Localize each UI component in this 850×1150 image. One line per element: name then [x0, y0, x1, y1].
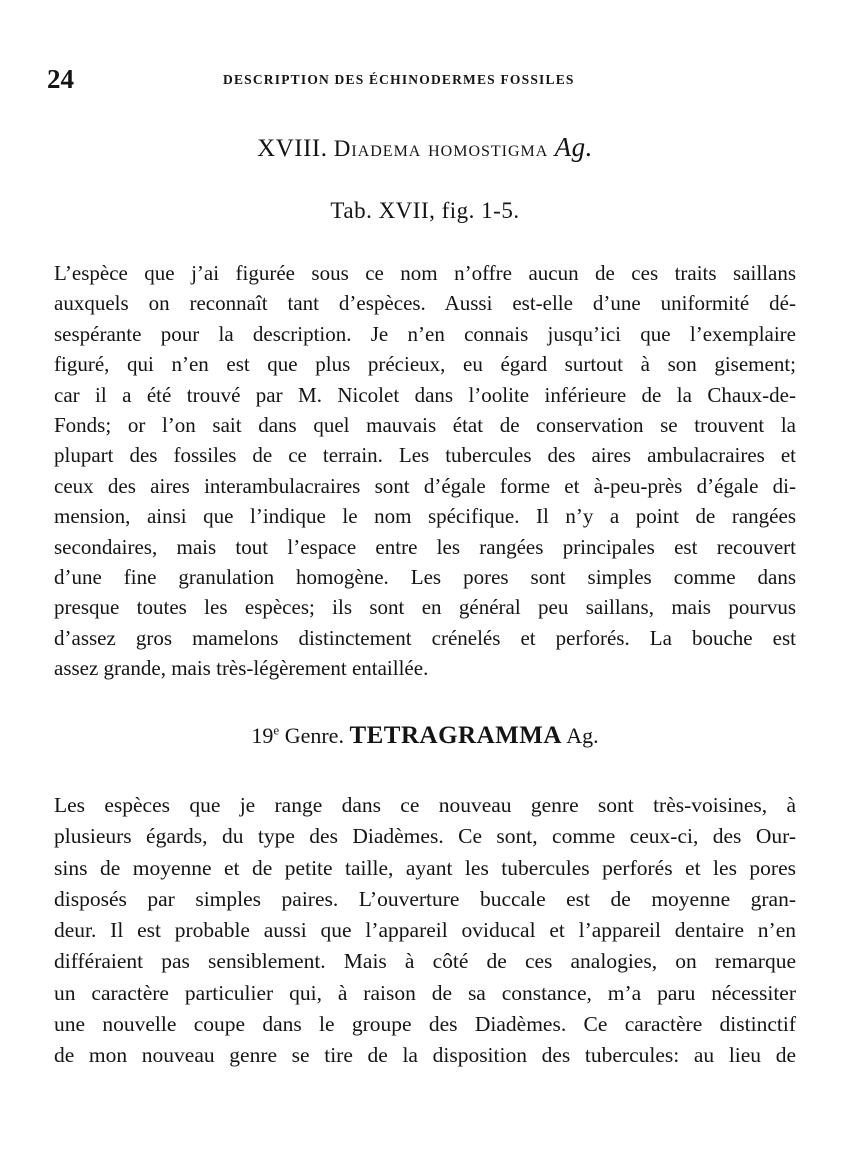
text-line: deur. Il est probable aussi que l’appareil oviducal et l’appareil dentaire n’en: [54, 918, 796, 943]
species-description: [54, 258, 796, 684]
text-line: ceux des aires interambulacraires sont d’égale forme et à-peu-près d’égale di-: [54, 473, 796, 498]
text-line: mension, ainsi que l’indique le nom spécifique. Il n’y a point de rangées: [54, 504, 796, 529]
genus-heading: [0, 722, 850, 750]
text-line: sins de moyenne et de petite taille, ayant les tubercules perforés et les pores: [54, 855, 796, 880]
text-line: figuré, qui n’en est que plus précieux, eu égard surtout à son gisement;: [54, 352, 796, 377]
genus-number: 19: [251, 723, 274, 748]
genus-description: [54, 790, 796, 1072]
text-line: Fonds; or l’on sait dans quel mauvais état de conservation se trouvent la: [54, 413, 796, 438]
text-line: sespérante pour la description. Je n’en connais jusqu’ici que l’exemplaire: [54, 321, 796, 346]
text-line: disposés par simples paires. L’ouverture buccale est de moyenne gran-: [54, 886, 796, 911]
text-line: d’assez gros mamelons distinctement crénelés et perforés. La bouche est: [54, 625, 796, 650]
running-head: DESCRIPTION DES ÉCHINODERMES FOSSILES: [223, 72, 575, 87]
text-line: différaient pas sensiblement. Mais à côté de ces analogies, on remarque: [54, 949, 796, 974]
plate-reference: Tab. XVII, fig. 1-5.: [330, 198, 520, 223]
text-line: un caractère particulier qui, à raison de sa constance, m’a paru nécessiter: [54, 980, 796, 1005]
genus-name: TETRAGRAMMA: [349, 722, 562, 749]
species-heading: [0, 132, 850, 163]
genus-label: Genre.: [284, 723, 344, 748]
text-line: assez grande, mais très-légèrement entaillée.: [54, 656, 429, 681]
text-line: auxquels on reconnaît tant d’espèces. Aussi est-elle d’une uniformité dé-: [54, 291, 796, 316]
page-number: 24: [47, 64, 74, 94]
text-line: Les espèces que je range dans ce nouveau genre sont très-voisines, à: [54, 793, 796, 817]
text-line: de mon nouveau genre se tire de la disposition des tubercules: au lieu de: [54, 1043, 796, 1068]
genus-superscript: e: [273, 722, 280, 738]
text-line: une nouvelle coupe dans le groupe des Diadèmes. Ce caractère distinctif: [54, 1012, 796, 1037]
species-author: Ag.: [554, 132, 593, 162]
genus-author: Ag.: [566, 723, 599, 748]
text-line: plupart des fossiles de ce terrain. Les tubercules des aires ambulacraires et: [54, 443, 796, 468]
text-line: d’une fine granulation homogène. Les pores sont simples comme dans: [54, 565, 796, 590]
species-name: Diadema homostigma: [333, 136, 549, 161]
text-line: car il a été trouvé par M. Nicolet dans l’oolite inférieure de la Chaux-de-: [54, 382, 796, 407]
text-line: presque toutes les espèces; ils sont en général peu saillans, mais pourvus: [54, 595, 796, 620]
text-line: secondaires, mais tout l’espace entre les rangées principales est recouvert: [54, 534, 796, 559]
species-number: XVIII.: [257, 135, 328, 162]
text-line: plusieurs égards, du type des Diadèmes. Ce sont, comme ceux-ci, des Our-: [54, 824, 796, 849]
text-line: L’espèce que j’ai figurée sous ce nom n’offre aucun de ces traits saillans: [54, 261, 796, 285]
